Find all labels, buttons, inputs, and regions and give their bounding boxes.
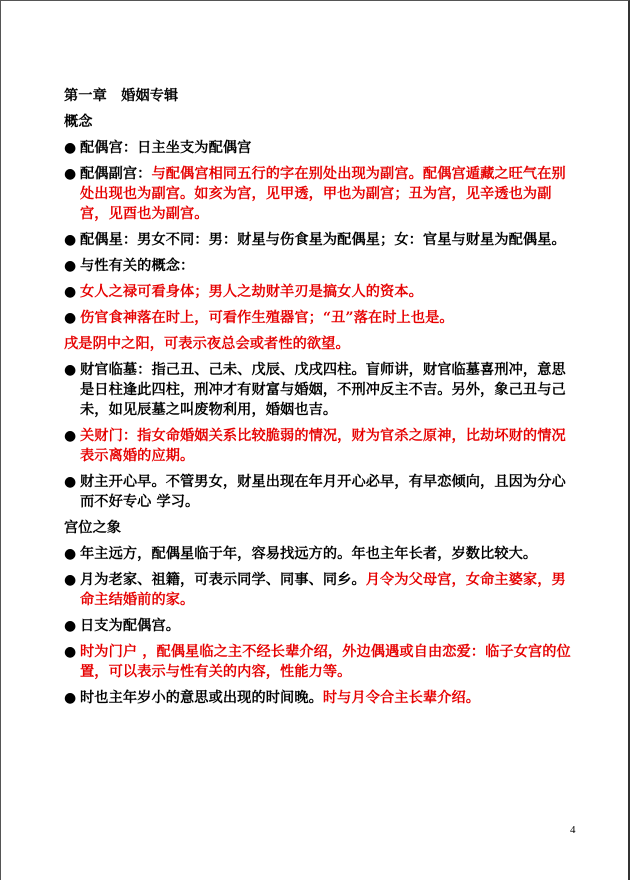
- list-item-text: [80, 138, 574, 158]
- bullet-icon: ●: [64, 428, 77, 444]
- text-run: 伤官食神落在时上，可看作生殖器官；“丑”落在时上也是。: [80, 310, 454, 326]
- bullet-icon: ●: [64, 258, 77, 274]
- bullet-icon: ●: [64, 572, 77, 588]
- list-item-text: [80, 544, 574, 564]
- text-run: 女人之禄可看身体；男人之劫财羊刃是搞女人的资本。: [80, 284, 423, 300]
- text-run: 月为老家、祖籍，可表示同学、同事、同乡。: [80, 572, 366, 588]
- list-item: [64, 426, 574, 466]
- bullet-icon: ●: [64, 546, 77, 562]
- bullet-icon: ●: [64, 618, 77, 634]
- bullet-icon: ●: [64, 140, 77, 156]
- list-item-text: [80, 570, 574, 610]
- list-item-text: [80, 360, 574, 420]
- list-item-text: [80, 616, 574, 636]
- bullet-icon: ●: [64, 310, 77, 326]
- list-item-text: [80, 688, 574, 708]
- list-item: [64, 308, 574, 328]
- text-run: 配偶副宫：: [80, 166, 152, 182]
- text-run: 月令为父母宫，女命主婆家，男命主结婚前的家。: [80, 572, 566, 608]
- document-body: [64, 86, 574, 714]
- text-run: 与性有关的概念：: [80, 258, 195, 274]
- list-item: [64, 642, 574, 682]
- list-item: [64, 688, 574, 708]
- list-item: [64, 570, 574, 610]
- list-item: [64, 230, 574, 250]
- list-item: [64, 256, 574, 276]
- bullet-icon: ●: [64, 474, 77, 490]
- list-item-text: [80, 282, 574, 302]
- list-item-text: [80, 164, 574, 224]
- concept-list-2: [64, 360, 574, 512]
- text-run: 关财门：指女命婚姻关系比较脆弱的情况，财为官杀之原神，比劫坏财的情况表示离婚的应期。: [80, 428, 566, 464]
- text-run: 日支为配偶宫。: [80, 618, 181, 634]
- list-item-text: [80, 426, 574, 466]
- list-item: [64, 138, 574, 158]
- text-run: 时与月令合主长辈介绍。: [322, 690, 481, 706]
- list-item: [64, 360, 574, 420]
- text-run: 时为门户 ，配偶星临之主不经长辈介绍，外边偶遇或自由恋爱：临子女宫的位置，可以表示与性有关的内容，性能力等。: [80, 644, 571, 680]
- chapter-title: 第一章 婚姻专辑: [64, 88, 179, 104]
- text-run: 财官临墓：指己丑、己未、戊辰、戊戌四柱。盲师讲，财官临墓喜刑冲，意思是日柱逢此四柱，刑冲才有财富与婚姻，不刑冲反主不吉。另外，象己丑与己未，如见辰墓之叫废物利用，婚姻也吉。: [80, 362, 566, 418]
- section-palace: 宫位之象: [64, 520, 122, 536]
- bullet-icon: ●: [64, 166, 77, 182]
- text-run: 财主开心早。不管男女，财星出现在年月开心必早，有早恋倾向，且因为分心 而不好专心 学习。: [80, 474, 566, 510]
- page-number: 4: [570, 824, 576, 836]
- list-item-text: [80, 308, 574, 328]
- bullet-icon: ●: [64, 362, 77, 378]
- list-item: [64, 472, 574, 512]
- text-run: 配偶宫：日主坐支为配偶宫: [80, 140, 252, 156]
- list-item-text: [80, 256, 574, 276]
- list-item: [64, 282, 574, 302]
- list-item-text: [80, 642, 574, 682]
- bullet-icon: ●: [64, 284, 77, 300]
- text-run: 配偶星：男女不同：男：财星与伤食星为配偶星；女：官星与财星为配偶星。: [80, 232, 566, 248]
- text-run: 时也主年岁小的意思或出现的时间晚。: [80, 690, 323, 706]
- plain-line: 戌是阴中之阳，可表示夜总会或者性的欲望。: [64, 336, 350, 352]
- bullet-icon: ●: [64, 690, 77, 706]
- list-item-text: [80, 472, 574, 512]
- list-item: [64, 544, 574, 564]
- text-run: 与配偶宫相同五行的字在别处出现为副宫。配偶宫遁藏之旺气在别处出现也为副宫。如亥为宫，见甲透，甲也为副宫；丑为宫，见辛透也为副宫，见酉也为副宫。: [80, 166, 566, 222]
- section-concepts: 概念: [64, 114, 93, 130]
- list-item: [64, 164, 574, 224]
- palace-list: [64, 544, 574, 708]
- list-item-text: [80, 230, 574, 250]
- bullet-icon: ●: [64, 232, 77, 248]
- list-item: [64, 616, 574, 636]
- concept-list: [64, 138, 574, 328]
- text-run: 年主远方，配偶星临于年，容易找远方的。年也主年长者，岁数比较大。: [80, 546, 538, 562]
- bullet-icon: ●: [64, 644, 77, 660]
